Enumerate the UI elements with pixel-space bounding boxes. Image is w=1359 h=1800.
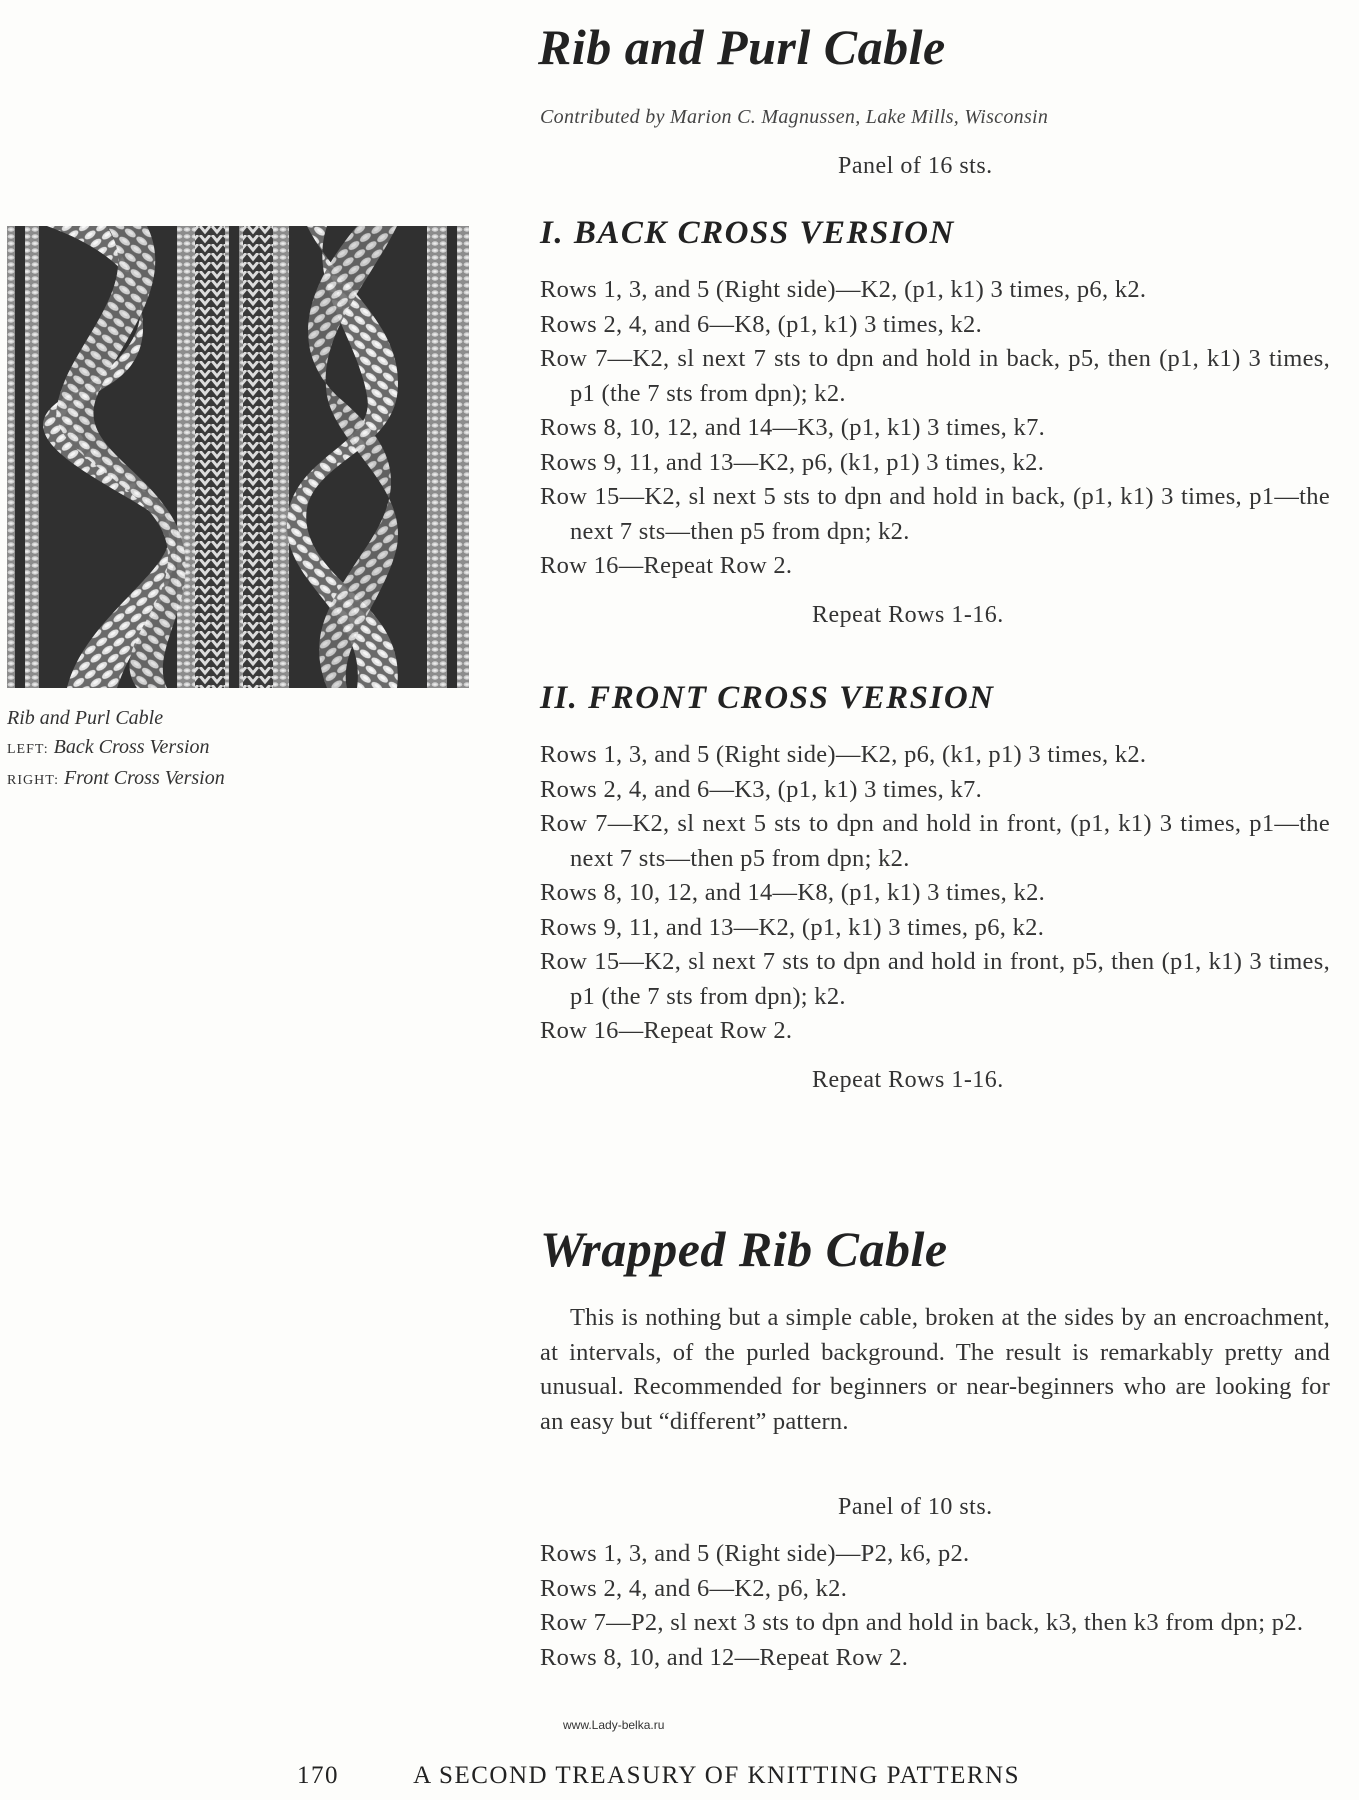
caption-right-label: RIGHT: [7, 773, 59, 788]
book-title: A SECOND TREASURY OF KNITTING PATTERNS [413, 1762, 1020, 1789]
section-heading-front-cross: II. FRONT CROSS VERSION [540, 680, 995, 716]
intro-text: This is nothing but a simple cable, broken at the sides by an encroachment, at intervals, of the purled background. The result is remarkably pretty and unusual. Recommended for beginners or near-beginners who are looking for an easy but “different” pattern. [540, 1304, 1330, 1435]
repeat-note: Repeat Rows 1-16. [812, 1067, 1004, 1093]
instruction-row: Rows 9, 11, and 13—K2, (p1, k1) 3 times, p6, k2. [540, 913, 1045, 941]
caption-title: Rib and Purl Cable [7, 707, 164, 729]
caption-right-text: Front Cross Version [63, 767, 225, 789]
figure-caption [7, 704, 327, 795]
instruction-row: Rows 2, 4, and 6—K8, (p1, k1) 3 times, k2. [540, 310, 983, 338]
watermark: www.Lady-belka.ru [563, 1718, 665, 1732]
panel-size: Panel of 16 sts. [838, 153, 993, 179]
pattern-title-wrapped-rib: Wrapped Rib Cable [540, 1221, 948, 1277]
instruction-row: Row 16—Repeat Row 2. [540, 552, 793, 579]
instruction-row: Rows 8, 10, and 12—Repeat Row 2. [540, 1643, 909, 1671]
instruction-row: Rows 1, 3, and 5 (Right side)—P2, k6, p2. [540, 1540, 970, 1567]
repeat-note: Repeat Rows 1-16. [812, 602, 1004, 628]
instruction-row: Row 7—P2, sl next 3 sts to dpn and hold in back, k3, then k3 from dpn; p2. [540, 1609, 1304, 1636]
caption-left [7, 733, 327, 764]
caption-left-text: Back Cross Version [53, 736, 210, 758]
page-footer [297, 1762, 1020, 1790]
instruction-row: Rows 8, 10, 12, and 14—K3, (p1, k1) 3 times, k7. [540, 414, 1046, 441]
contributor-line: Contributed by Marion C. Magnussen, Lake Mills, Wisconsin [540, 106, 1049, 128]
page-number: 170 [297, 1762, 339, 1789]
instruction-row: Rows 8, 10, 12, and 14—K8, (p1, k1) 3 times, k2. [540, 879, 1046, 906]
instruction-row: Rows 1, 3, and 5 (Right side)—K2, (p1, k1) 3 times, p6, k2. [540, 276, 1147, 303]
pattern-title-rib-and-purl: Rib and Purl Cable [538, 19, 946, 75]
caption-right [7, 764, 327, 795]
instruction-row: Row 15—K2, sl next 5 sts to dpn and hold in back, (p1, k1) 3 times, p1—the next 7 sts—then p5 from dpn; k2. [540, 483, 1330, 545]
instruction-row: Rows 2, 4, and 6—K2, p6, k2. [540, 1574, 848, 1602]
pattern-intro [540, 1301, 1330, 1439]
instruction-row: Rows 9, 11, and 13—K2, p6, (k1, p1) 3 times, k2. [540, 448, 1045, 476]
instructions-back-cross [540, 273, 1330, 584]
instruction-row: Rows 2, 4, and 6—K3, (p1, k1) 3 times, k7. [540, 775, 983, 803]
instruction-row: Row 7—K2, sl next 5 sts to dpn and hold in front, (p1, k1) 3 times, p1—the next 7 sts—then p5 from dpn; k2. [540, 810, 1330, 872]
panel-size: Panel of 10 sts. [838, 1494, 993, 1520]
instructions-wrapped-rib [540, 1537, 1330, 1675]
section-heading-back-cross: I. BACK CROSS VERSION [540, 215, 955, 251]
instruction-row: Row 15—K2, sl next 7 sts to dpn and hold in front, p5, then (p1, k1) 3 times, p1 (the 7 sts from dpn); k2. [540, 948, 1330, 1010]
instruction-row: Rows 1, 3, and 5 (Right side)—K2, p6, (k1, p1) 3 times, k2. [540, 741, 1147, 768]
instructions-front-cross [540, 738, 1330, 1049]
caption-left-label: LEFT: [7, 742, 49, 757]
instruction-row: Row 7—K2, sl next 7 sts to dpn and hold in back, p5, then (p1, k1) 3 times, p1 (the 7 sts from dpn); k2. [540, 345, 1330, 407]
instruction-row: Row 16—Repeat Row 2. [540, 1017, 793, 1044]
swatch-photo [7, 226, 469, 688]
